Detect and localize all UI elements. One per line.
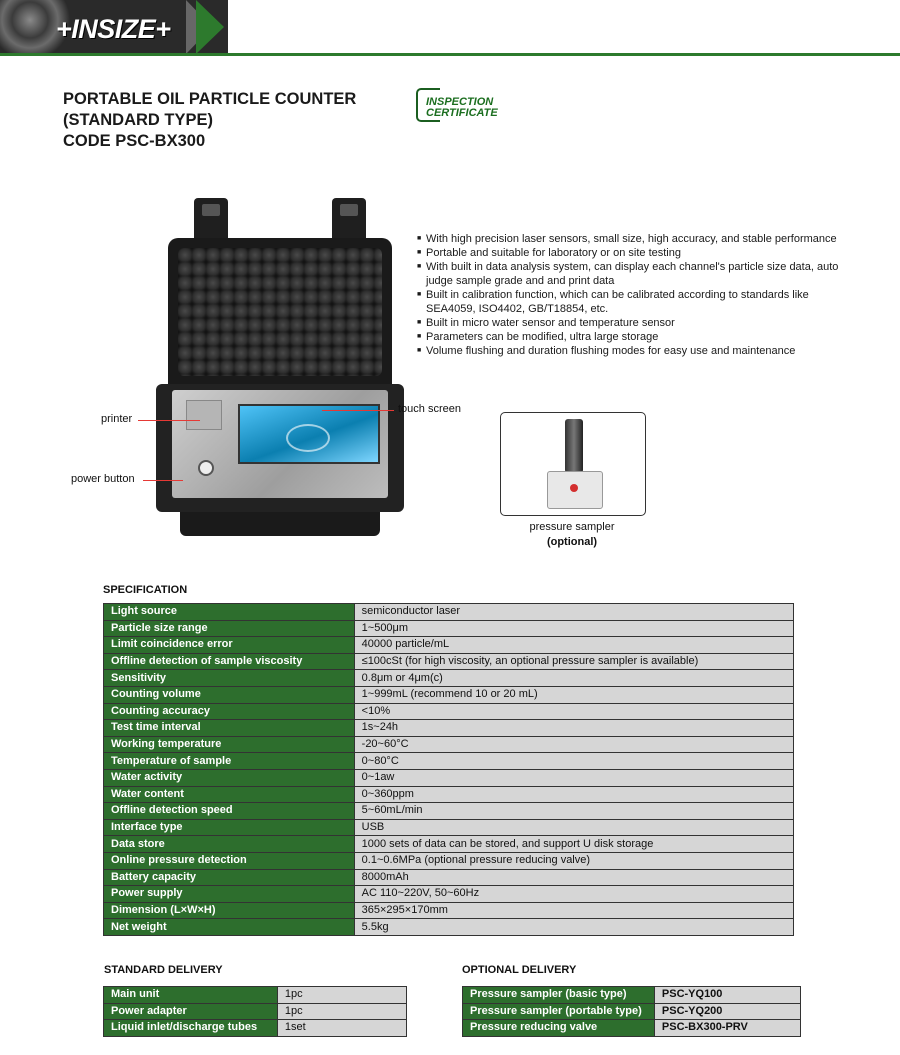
case-base [156, 384, 404, 512]
feature-item: ■ Volume flushing and duration flushing modes for easy use and maintenance [417, 344, 847, 358]
specification-table [103, 603, 794, 936]
title-line-2: (STANDARD TYPE) [63, 111, 214, 129]
printer [186, 400, 222, 430]
table-row [104, 852, 794, 869]
row-value: 8000mAh [354, 869, 793, 886]
table-row [104, 1020, 407, 1037]
row-value: 5~60mL/min [354, 803, 793, 820]
standard-delivery-table [103, 986, 407, 1037]
table-row [104, 703, 794, 720]
row-value: 1~999mL (recommend 10 or 20 mL) [354, 686, 793, 703]
row-value: 0.8μm or 4μm(c) [354, 670, 793, 687]
row-label: Power supply [104, 886, 355, 903]
row-label: Water content [104, 786, 355, 803]
product-image [150, 198, 410, 544]
foam-padding [178, 248, 382, 376]
row-label: Pressure sampler (portable type) [463, 1003, 655, 1020]
row-label: Limit coincidence error [104, 637, 355, 654]
right-latch [332, 198, 366, 238]
callout-power-button: power button [71, 473, 135, 485]
sampler-base [547, 471, 603, 509]
row-value: 1pc [277, 987, 406, 1004]
row-value: AC 110~220V, 50~60Hz [354, 886, 793, 903]
row-label: Data store [104, 836, 355, 853]
row-label: Pressure reducing valve [463, 1020, 655, 1037]
callout-touch-screen-line [322, 410, 394, 411]
table-row [463, 987, 801, 1004]
table-row [104, 919, 794, 936]
row-label: Particle size range [104, 620, 355, 637]
table-row [104, 869, 794, 886]
row-label: Main unit [104, 987, 278, 1004]
feature-list [417, 232, 847, 358]
table-row [104, 604, 794, 621]
feature-item: ■ With high precision laser sensors, small size, high accuracy, and stable performance [417, 232, 847, 246]
sampler-caption-text: pressure sampler [529, 521, 615, 533]
row-label: Working temperature [104, 736, 355, 753]
row-label: Pressure sampler (basic type) [463, 987, 655, 1004]
table-row [104, 786, 794, 803]
certificate-line-2: CERTIFICATE [426, 107, 498, 119]
table-row [104, 836, 794, 853]
callout-printer-line [138, 420, 200, 421]
table-row [104, 803, 794, 820]
banner-divider [0, 53, 900, 56]
power-button [198, 460, 214, 476]
touch-screen [238, 404, 380, 464]
row-value: 1~500μm [354, 620, 793, 637]
row-value: 0~80°C [354, 753, 793, 770]
row-label: Test time interval [104, 720, 355, 737]
row-label: Light source [104, 604, 355, 621]
sampler-cylinder [565, 419, 583, 473]
row-label: Sensitivity [104, 670, 355, 687]
case-bottom [180, 512, 380, 536]
certificate-line-1: INSPECTION [426, 96, 494, 108]
row-label: Net weight [104, 919, 355, 936]
row-label: Power adapter [104, 1003, 278, 1020]
row-value: 0.1~0.6MPa (optional pressure reducing valve) [354, 852, 793, 869]
row-value: USB [354, 819, 793, 836]
control-panel [172, 390, 388, 498]
row-value: 1000 sets of data can be stored, and support U disk storage [354, 836, 793, 853]
row-label: Water activity [104, 769, 355, 786]
row-label: Counting volume [104, 686, 355, 703]
table-row [104, 670, 794, 687]
specification-title: SPECIFICATION [103, 584, 188, 596]
table-row [104, 637, 794, 654]
product-title [63, 89, 356, 152]
row-label: Liquid inlet/discharge tubes [104, 1020, 278, 1037]
table-row [104, 753, 794, 770]
row-value: semiconductor laser [354, 604, 793, 621]
table-row [463, 1020, 801, 1037]
feature-item: ■ Parameters can be modified, ultra large storage [417, 330, 847, 344]
callout-power-button-line [143, 480, 183, 481]
callout-printer: printer [101, 413, 133, 425]
row-value: PSC-YQ200 [654, 1003, 800, 1020]
table-row [104, 886, 794, 903]
pressure-sampler-caption [500, 520, 644, 550]
row-label: Dimension (L×W×H) [104, 902, 355, 919]
case-lid [168, 238, 392, 388]
table-row [104, 686, 794, 703]
row-value: 1s~24h [354, 720, 793, 737]
row-label: Online pressure detection [104, 852, 355, 869]
row-value: -20~60°C [354, 736, 793, 753]
standard-delivery-title: STANDARD DELIVERY [104, 964, 223, 976]
pressure-sampler-image [500, 412, 646, 516]
row-value: 365×295×170mm [354, 902, 793, 919]
row-value: PSC-YQ100 [654, 987, 800, 1004]
row-label: Counting accuracy [104, 703, 355, 720]
callout-touch-screen: touch screen [398, 403, 461, 415]
row-value: 0~360ppm [354, 786, 793, 803]
row-value: ≤100cSt (for high viscosity, an optional pressure sampler is available) [354, 653, 793, 670]
table-row [104, 987, 407, 1004]
title-line-3: CODE PSC-BX300 [63, 132, 206, 150]
feature-item: ■ Built in calibration function, which can be calibrated according to standards like SEA4059, ISO4402, GB/T18854, etc. [417, 288, 847, 316]
table-row [104, 620, 794, 637]
left-latch [194, 198, 228, 238]
feature-item: ■ Portable and suitable for laboratory or on site testing [417, 246, 847, 260]
optional-delivery-title: OPTIONAL DELIVERY [462, 964, 577, 976]
table-row [104, 902, 794, 919]
table-row [104, 819, 794, 836]
optional-delivery-table [462, 986, 801, 1037]
banner-chevron [196, 0, 224, 54]
table-row [104, 653, 794, 670]
table-row [104, 736, 794, 753]
sampler-optional-note: (optional) [546, 536, 598, 548]
row-label: Interface type [104, 819, 355, 836]
feature-item: ■ With built in data analysis system, can display each channel's particle size data, auto judge sample grade and and print data [417, 260, 847, 288]
row-label: Offline detection of sample viscosity [104, 653, 355, 670]
row-value: PSC-BX300-PRV [654, 1020, 800, 1037]
row-label: Offline detection speed [104, 803, 355, 820]
row-label: Temperature of sample [104, 753, 355, 770]
row-value: 40000 particle/mL [354, 637, 793, 654]
insize-logo: +INSIZE+ [56, 14, 171, 44]
table-row [104, 1003, 407, 1020]
row-value: 0~1aw [354, 769, 793, 786]
table-row [463, 1003, 801, 1020]
row-value: 1set [277, 1020, 406, 1037]
title-line-1: PORTABLE OIL PARTICLE COUNTER [63, 90, 357, 108]
row-value: 1pc [277, 1003, 406, 1020]
row-value: <10% [354, 703, 793, 720]
feature-item: ■ Built in micro water sensor and temperature sensor [417, 316, 847, 330]
table-row [104, 769, 794, 786]
row-label: Battery capacity [104, 869, 355, 886]
header-banner [0, 0, 900, 56]
table-row [104, 720, 794, 737]
row-value: 5.5kg [354, 919, 793, 936]
inspection-certificate-badge [416, 88, 520, 120]
